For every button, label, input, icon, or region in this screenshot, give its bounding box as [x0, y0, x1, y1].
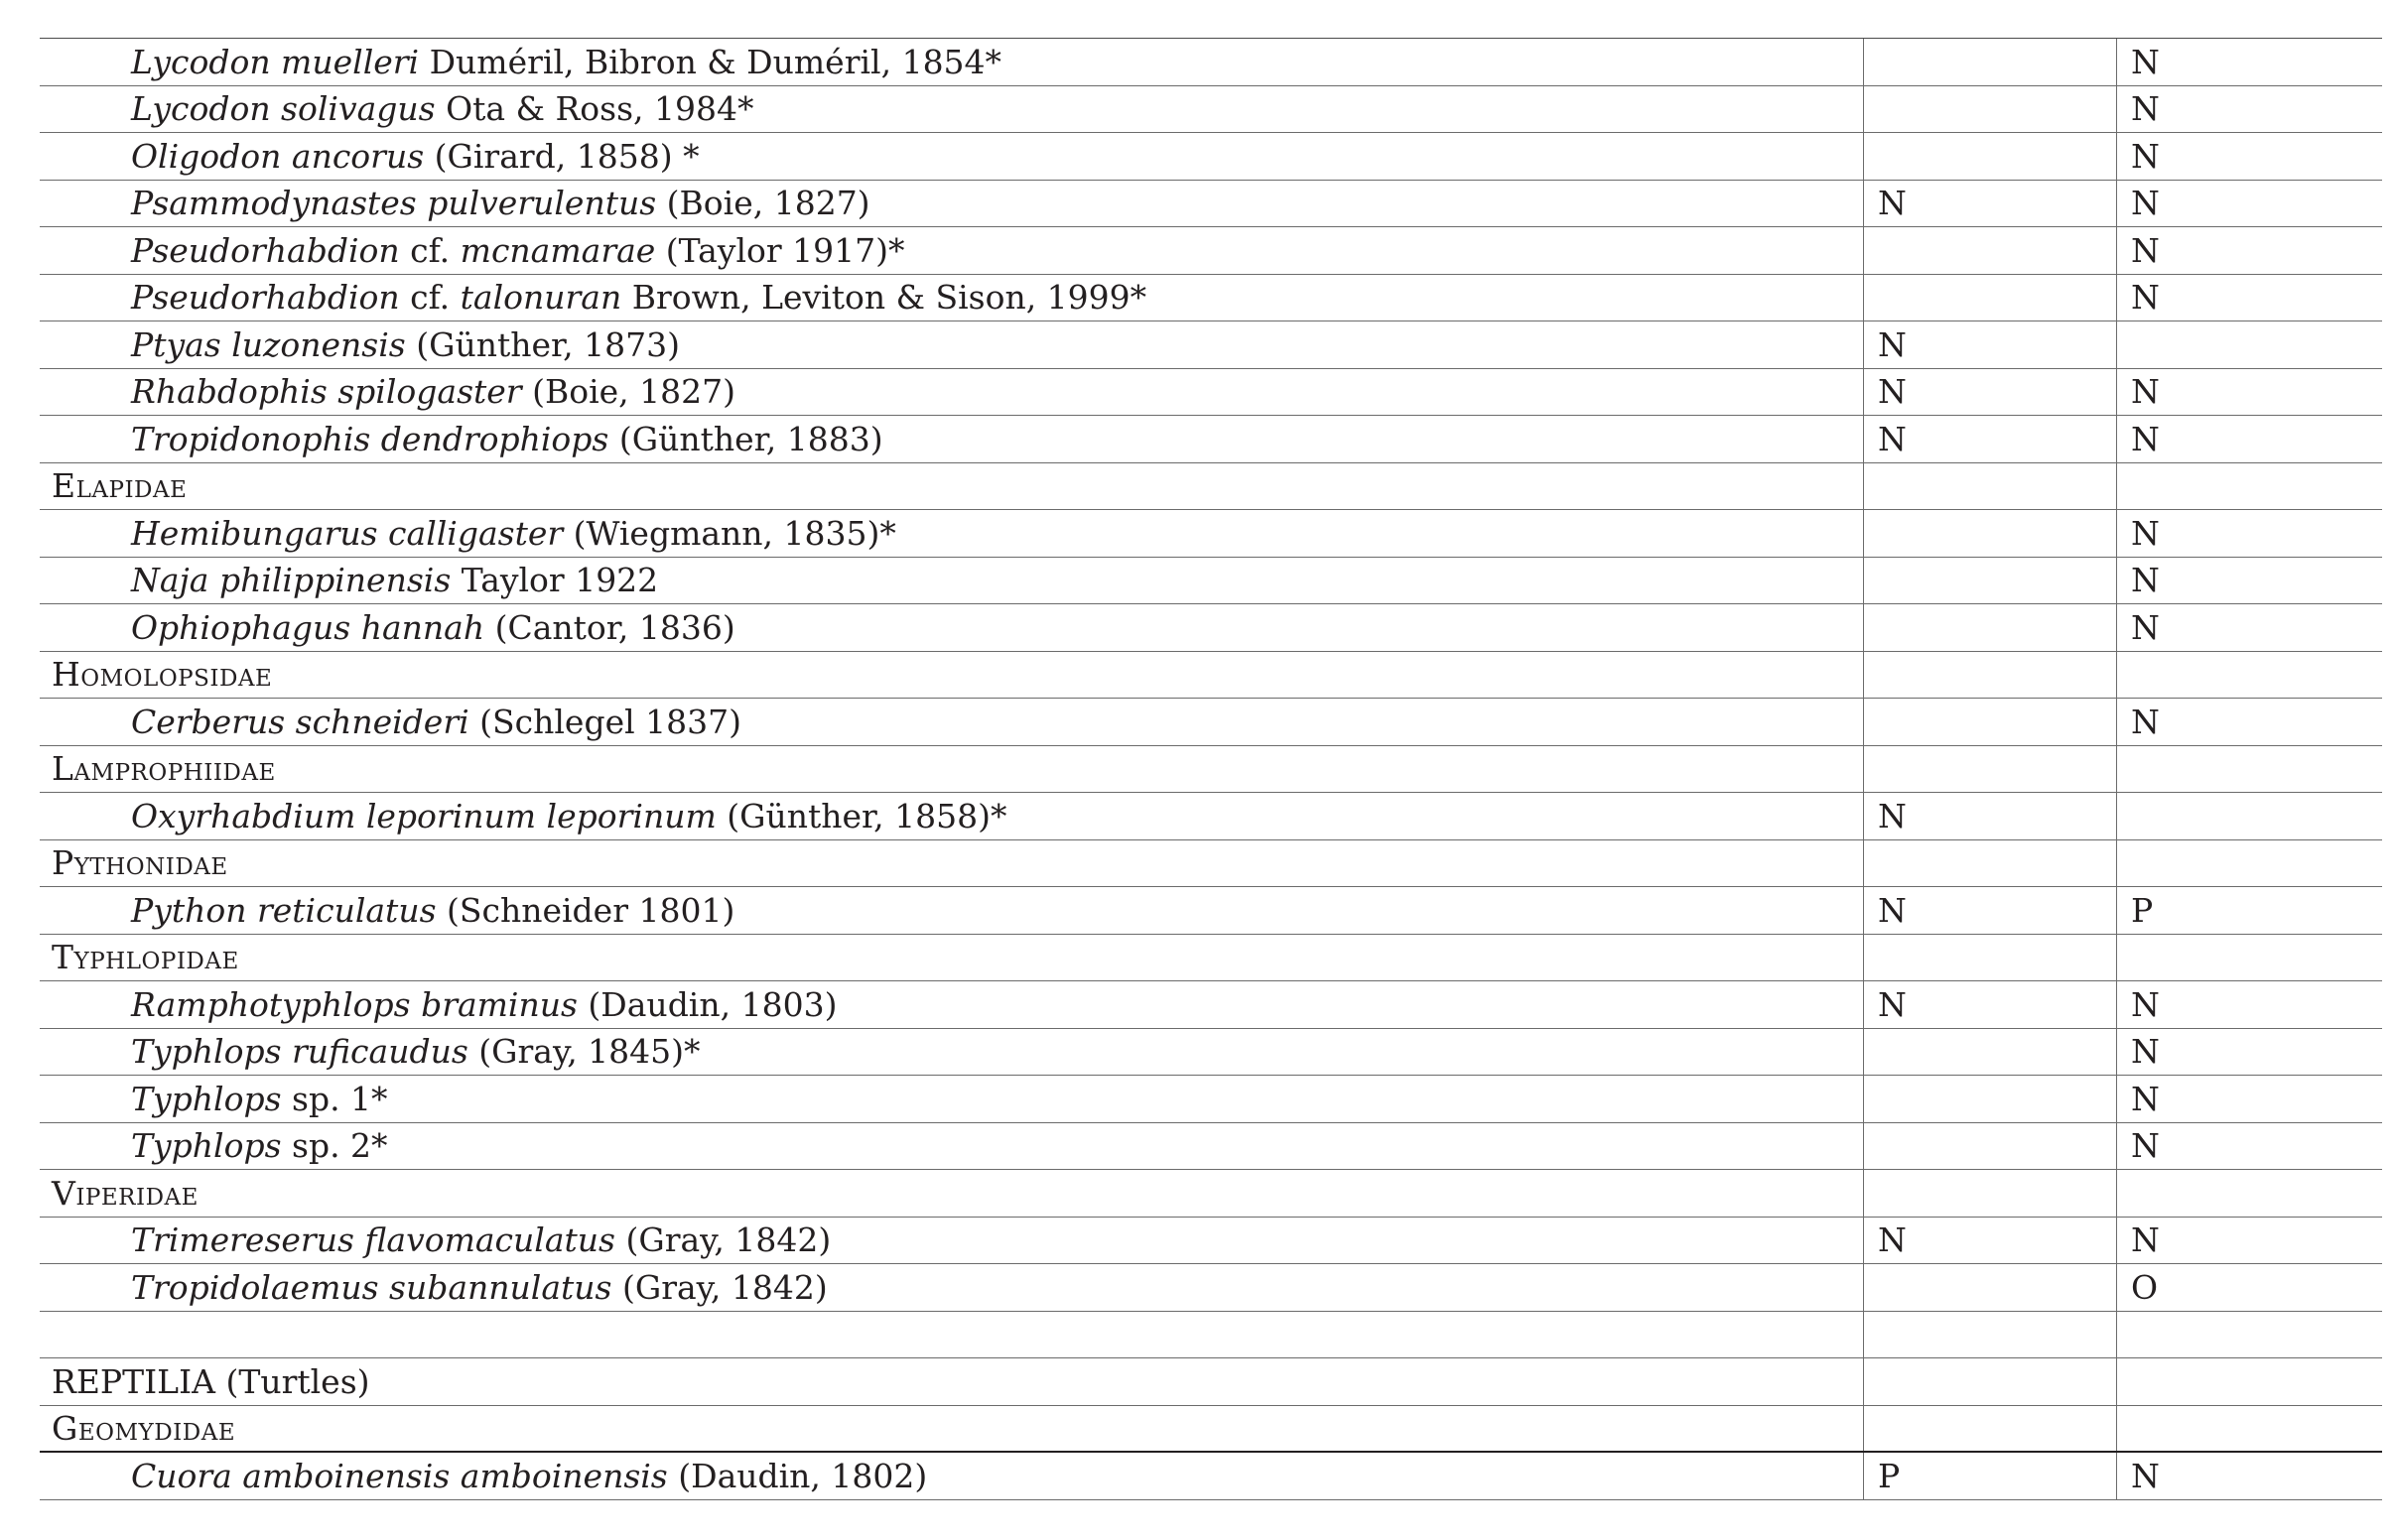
taxon-cell: [40, 558, 1864, 604]
scientific-name: Lycodon muelleri: [131, 42, 420, 81]
scientific-name-epithet: mcnamarae: [460, 230, 656, 270]
status-cell-1: [1864, 652, 2117, 699]
status-cell-2: P: [2131, 890, 2154, 930]
status-cell-1: N: [1864, 793, 2117, 839]
table-row: [40, 1453, 2382, 1500]
scientific-name: Ptyas luzonensis: [131, 324, 406, 364]
family-name: Pythonidae: [52, 843, 228, 883]
taxon-cell: [40, 699, 1864, 745]
taxon-cell: [40, 1358, 1864, 1405]
class-row: [40, 1358, 2382, 1406]
table-row: [40, 887, 2382, 935]
status-cell-2: N: [2131, 42, 2160, 81]
scientific-name: Naja philippinensis: [131, 561, 452, 600]
class-name: REPTILIA (Turtles): [52, 1361, 370, 1401]
status-cell-1: [1864, 463, 2117, 510]
taxon-cell: [40, 840, 1864, 887]
status-cell-1: [1864, 1312, 2117, 1358]
taxon-cell: [40, 321, 1864, 368]
status-cell-2: N: [2131, 513, 2160, 553]
authority: (Cantor, 1836): [484, 607, 735, 647]
table-row: [40, 1076, 2382, 1123]
authority: (Schneider 1801): [436, 890, 735, 930]
status-cell-1: N: [1864, 981, 2117, 1028]
status-cell-1: N: [1864, 887, 2117, 934]
status-cell-1: [1864, 275, 2117, 321]
scientific-name: Ophiophagus hannah: [131, 607, 485, 647]
table-row: [40, 321, 2382, 369]
taxon-cell: [40, 369, 1864, 416]
scientific-name: Oligodon ancorus: [131, 136, 425, 176]
authority: sp. 1*: [281, 1079, 388, 1118]
status-cell-2: N: [2131, 372, 2160, 412]
status-cell-2: [2117, 935, 2382, 981]
family-name: Homolopsidae: [52, 655, 273, 695]
taxon-cell: [40, 1264, 1864, 1311]
taxon-cell: [40, 746, 1864, 793]
status-cell-2: [2117, 1170, 2382, 1217]
scientific-name: Typhlops: [131, 1126, 282, 1166]
table-row: [40, 369, 2382, 417]
taxon-cell: [40, 1406, 1864, 1452]
taxon-cell: [40, 133, 1864, 180]
taxon-cell: [40, 510, 1864, 557]
scientific-name: Python reticulatus: [131, 890, 437, 930]
taxon-cell: [40, 1453, 1864, 1499]
scientific-name: Oxyrhabdium leporinum leporinum: [131, 796, 717, 835]
status-cell-1: [1864, 133, 2117, 180]
taxon-cell: [40, 935, 1864, 981]
authority: (Daudin, 1802): [667, 1456, 928, 1495]
status-cell-2: N: [2131, 1032, 2160, 1072]
table-row: [40, 227, 2382, 275]
status-cell-1: [1864, 1076, 2117, 1122]
status-cell-2: [2117, 463, 2382, 510]
blank-row: [40, 1312, 2382, 1359]
scientific-name: Typhlops ruficaudus: [131, 1032, 468, 1072]
status-cell-2: N: [2131, 984, 2160, 1024]
status-cell-1: [1864, 1170, 2117, 1217]
status-cell-2: N: [2131, 89, 2160, 129]
status-cell-1: P: [1864, 1453, 2117, 1499]
status-cell-2: N: [2131, 136, 2160, 176]
status-cell-1: [1864, 39, 2117, 85]
scientific-name: Cuora amboinensis amboinensis: [131, 1456, 668, 1495]
authority: (Günther, 1873): [405, 324, 680, 364]
scientific-name: Tropidonophis dendrophiops: [131, 419, 609, 458]
status-cell-2: [2117, 840, 2382, 887]
family-row: [40, 840, 2382, 888]
status-cell-2: [2117, 652, 2382, 699]
table-row: [40, 1123, 2382, 1171]
scientific-name: Pseudorhabdion: [131, 278, 400, 318]
status-cell-1: N: [1864, 369, 2117, 416]
authority: (Taylor 1917)*: [655, 230, 905, 270]
family-row: [40, 935, 2382, 982]
taxon-cell: [40, 1312, 1864, 1358]
authority: (Gray, 1842): [611, 1267, 828, 1307]
taxon-cell: [40, 793, 1864, 839]
taxon-cell: [40, 981, 1864, 1028]
status-cell-2: N: [2131, 561, 2160, 600]
table-row: [40, 604, 2382, 652]
family-name: Lamprophiidae: [52, 749, 276, 789]
status-cell-1: [1864, 227, 2117, 274]
table-row: [40, 133, 2382, 181]
status-cell-1: [1864, 699, 2117, 745]
scientific-name: Psammodynastes pulverulentus: [131, 184, 657, 223]
status-cell-1: [1864, 558, 2117, 604]
scientific-name: Typhlops: [131, 1079, 282, 1118]
taxon-cell: [40, 463, 1864, 510]
taxon-cell: [40, 86, 1864, 133]
authority: (Daudin, 1803): [577, 984, 838, 1024]
status-cell-1: [1864, 1264, 2117, 1311]
taxon-cell: [40, 887, 1864, 934]
status-cell-1: N: [1864, 1218, 2117, 1264]
taxon-cell: [40, 1218, 1864, 1264]
family-row: [40, 652, 2382, 700]
status-cell-1: [1864, 1029, 2117, 1076]
scientific-name: Tropidolaemus subannulatus: [131, 1267, 612, 1307]
taxon-cell: [40, 604, 1864, 651]
status-cell-2: N: [2131, 1220, 2160, 1260]
status-cell-2: N: [2131, 184, 2160, 223]
status-cell-2: [2117, 1358, 2382, 1405]
status-cell-2: O: [2131, 1267, 2159, 1307]
status-cell-1: [1864, 746, 2117, 793]
authority: (Gray, 1845)*: [467, 1032, 701, 1072]
table-row: [40, 39, 2382, 86]
status-cell-2: N: [2131, 419, 2160, 458]
name-qualifier: cf.: [399, 278, 461, 318]
authority: Duméril, Bibron & Duméril, 1854*: [419, 42, 1002, 81]
authority: (Gray, 1842): [614, 1220, 832, 1260]
taxon-cell: [40, 181, 1864, 227]
scientific-name: Pseudorhabdion: [131, 230, 400, 270]
family-name: Elapidae: [52, 466, 188, 506]
status-cell-2: N: [2131, 230, 2160, 270]
authority: (Günther, 1858)*: [716, 796, 1007, 835]
status-cell-1: N: [1864, 416, 2117, 462]
status-cell-2: [2117, 1406, 2382, 1452]
table-row: [40, 86, 2382, 134]
table-row: [40, 181, 2382, 228]
scientific-name: Lycodon solivagus: [131, 89, 436, 129]
taxon-cell: [40, 416, 1864, 462]
table-row: [40, 699, 2382, 746]
table-row: [40, 1218, 2382, 1265]
scientific-name: Hemibungarus calligaster: [131, 513, 564, 553]
table-row: [40, 1264, 2382, 1312]
table-row: [40, 793, 2382, 840]
taxon-cell: [40, 1170, 1864, 1217]
status-cell-2: N: [2131, 1456, 2160, 1495]
family-name: Geomydidae: [52, 1408, 236, 1448]
status-cell-1: [1864, 604, 2117, 651]
status-cell-2: N: [2131, 1079, 2160, 1118]
status-cell-1: N: [1864, 321, 2117, 368]
taxon-cell: [40, 1029, 1864, 1076]
taxon-cell: [40, 652, 1864, 699]
authority: (Boie, 1827): [656, 184, 870, 223]
authority: sp. 2*: [281, 1126, 388, 1166]
scientific-name: Trimereserus flavomaculatus: [131, 1220, 615, 1260]
status-cell-2: N: [2131, 607, 2160, 647]
status-cell-2: [2117, 746, 2382, 793]
status-cell-2: N: [2131, 278, 2160, 318]
authority: (Günther, 1883): [608, 419, 883, 458]
authority: Brown, Leviton & Sison, 1999*: [621, 278, 1147, 318]
status-cell-1: [1864, 86, 2117, 133]
status-cell-2: [2117, 1312, 2382, 1358]
authority: (Boie, 1827): [521, 372, 735, 412]
table-row: [40, 275, 2382, 322]
scientific-name: Ramphotyphlops braminus: [131, 984, 578, 1024]
table-row: [40, 981, 2382, 1029]
status-cell-1: N: [1864, 181, 2117, 227]
family-row: [40, 1170, 2382, 1218]
status-cell-2: [2117, 321, 2382, 368]
status-cell-1: [1864, 935, 2117, 981]
status-cell-2: [2117, 793, 2382, 839]
authority: (Schlegel 1837): [468, 702, 742, 741]
status-cell-1: [1864, 510, 2117, 557]
authority: (Girard, 1858) *: [424, 136, 700, 176]
taxon-cell: [40, 39, 1864, 85]
family-name: Typhlopidae: [52, 938, 239, 977]
taxon-cell: [40, 1123, 1864, 1170]
taxon-cell: [40, 227, 1864, 274]
table-row: [40, 558, 2382, 605]
table-row: [40, 510, 2382, 558]
family-name: Viperidae: [52, 1173, 199, 1213]
table-row: [40, 1029, 2382, 1077]
table-row: [40, 416, 2382, 463]
taxon-cell: [40, 1076, 1864, 1122]
family-row: [40, 746, 2382, 794]
scientific-name-epithet: talonuran: [460, 278, 622, 318]
status-cell-1: [1864, 1123, 2117, 1170]
status-cell-2: N: [2131, 1126, 2160, 1166]
family-row: [40, 1406, 2382, 1454]
status-cell-1: [1864, 840, 2117, 887]
scientific-name: Cerberus schneideri: [131, 702, 469, 741]
authority: Taylor 1922: [451, 561, 659, 600]
status-cell-2: N: [2131, 702, 2160, 741]
taxon-cell: [40, 275, 1864, 321]
authority: (Wiegmann, 1835)*: [563, 513, 896, 553]
authority: Ota & Ross, 1984*: [435, 89, 754, 129]
species-table: [40, 38, 2382, 1500]
status-cell-1: [1864, 1406, 2117, 1452]
scientific-name: Rhabdophis spilogaster: [131, 372, 522, 412]
family-row: [40, 463, 2382, 511]
name-qualifier: cf.: [399, 230, 461, 270]
status-cell-1: [1864, 1358, 2117, 1405]
